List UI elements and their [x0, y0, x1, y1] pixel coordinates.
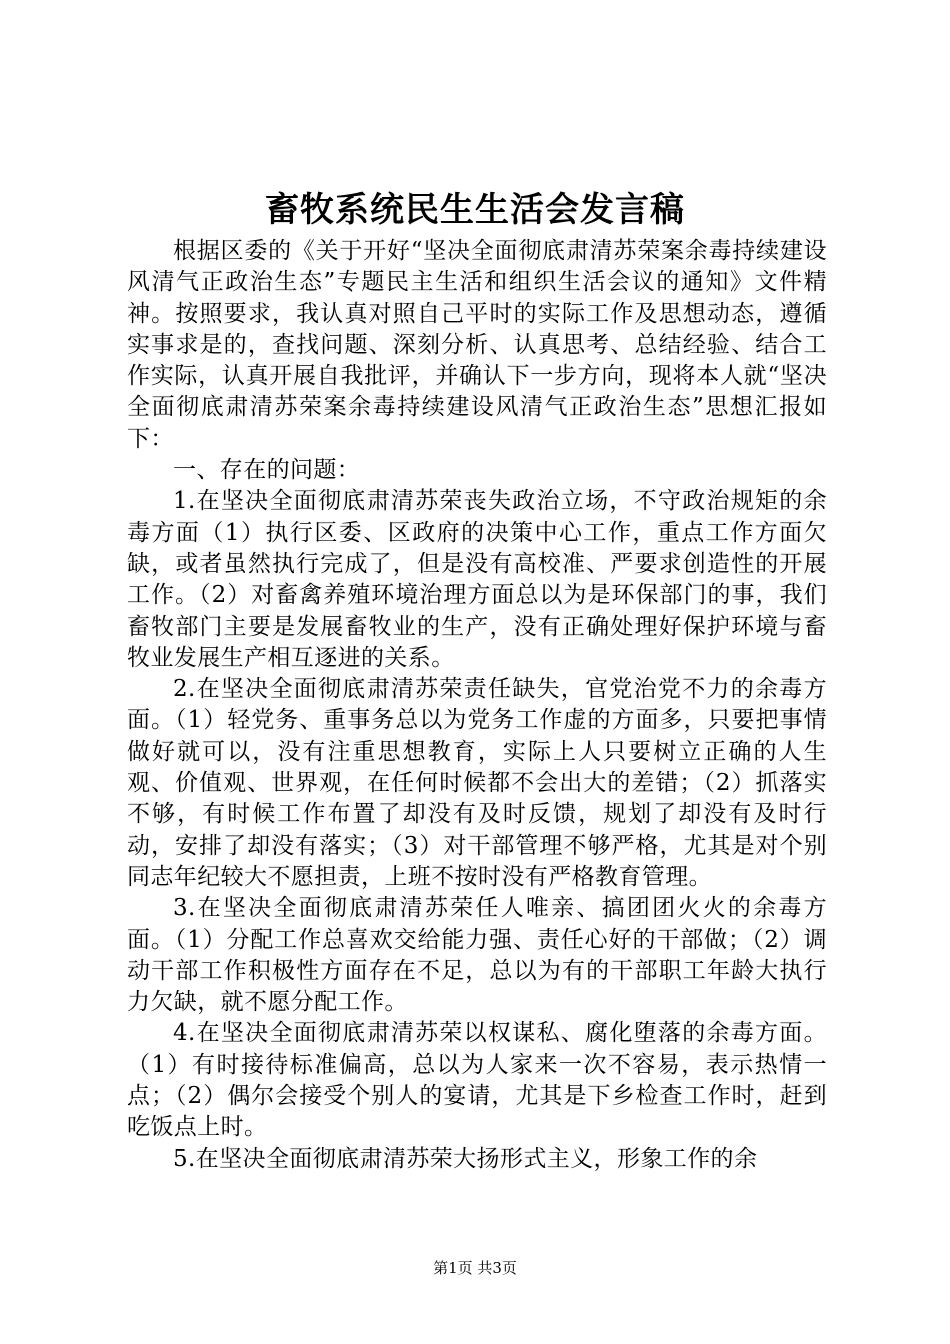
document-title: 畜牧系统民生生活会发言稿 [265, 190, 685, 230]
paragraph-item-4: 4.在坚决全面彻底肃清苏荣以权谋私、腐化堕落的余毒方面。（1）有时接待标准偏高，总以为人家来一次不容易，表示热情一点；（2）偶尔会接受个别人的宴请，尤其是下乡检查工作时，赶到吃饭点上时。 [127, 1020, 827, 1141]
document-body [127, 236, 827, 1175]
section-heading-problems: 一、存在的问题： [173, 457, 361, 484]
paragraph-item-5: 5.在坚决全面彻底肃清苏荣大扬形式主义，形象工作的余 [173, 1145, 758, 1172]
page-footer: 第1页 共3页 [433, 1259, 517, 1277]
paragraph-intro: 根据区委的《关于开好“坚决全面彻底肃清苏荣案余毒持续建设风清气正政治生态”专题民主生活和组织生活会议的通知》文件精神。按照要求，我认真对照自己平时的实际工作及思想动态，遵循实事求是的，查找问题、深刻分析、认真思考、总结经验、结合工作实际，认真开展自我批评，并确认下一步方向，现将本人就“坚决全面彻底肃清苏荣案余毒持续建设风清气正政治生态”思想汇报如下： [127, 238, 827, 452]
paragraph-item-1: 1.在坚决全面彻底肃清苏荣丧失政治立场，不守政治规矩的余毒方面（1）执行区委、区政府的决策中心工作，重点工作方面欠缺，或者虽然执行完成了，但是没有高校准、严要求创造性的开展工作。（2）对畜禽养殖环境治理方面总以为是环保部门的事，我们畜牧部门主要是发展畜牧业的生产，没有正确处理好保护环境与畜牧业发展生产相互逐进的关系。 [127, 488, 827, 671]
paragraph-item-3: 3.在坚决全面彻底肃清苏荣任人唯亲、搞团团火火的余毒方面。（1）分配工作总喜欢交给能力强、责任心好的干部做；（2）调动干部工作积极性方面存在不足，总以为有的干部职工年龄大执行力欠缺，就不愿分配工作。 [127, 895, 827, 1016]
paragraph-item-2: 2.在坚决全面彻底肃清苏荣责任缺失，官党治党不力的余毒方面。（1）轻党务、重事务总以为党务工作虚的方面多，只要把事情做好就可以，没有注重思想教育，实际上人只要树立正确的人生观、价值观、世界观，在任何时候都不会出大的差错；（2）抓落实不够，有时候工作布置了却没有及时反馈，规划了却没有及时行动，安排了却没有落实；（3）对干部管理不够严格，尤其是对个别同志年纪较大不愿担责，上班不按时没有严格教育管理。 [127, 676, 827, 890]
